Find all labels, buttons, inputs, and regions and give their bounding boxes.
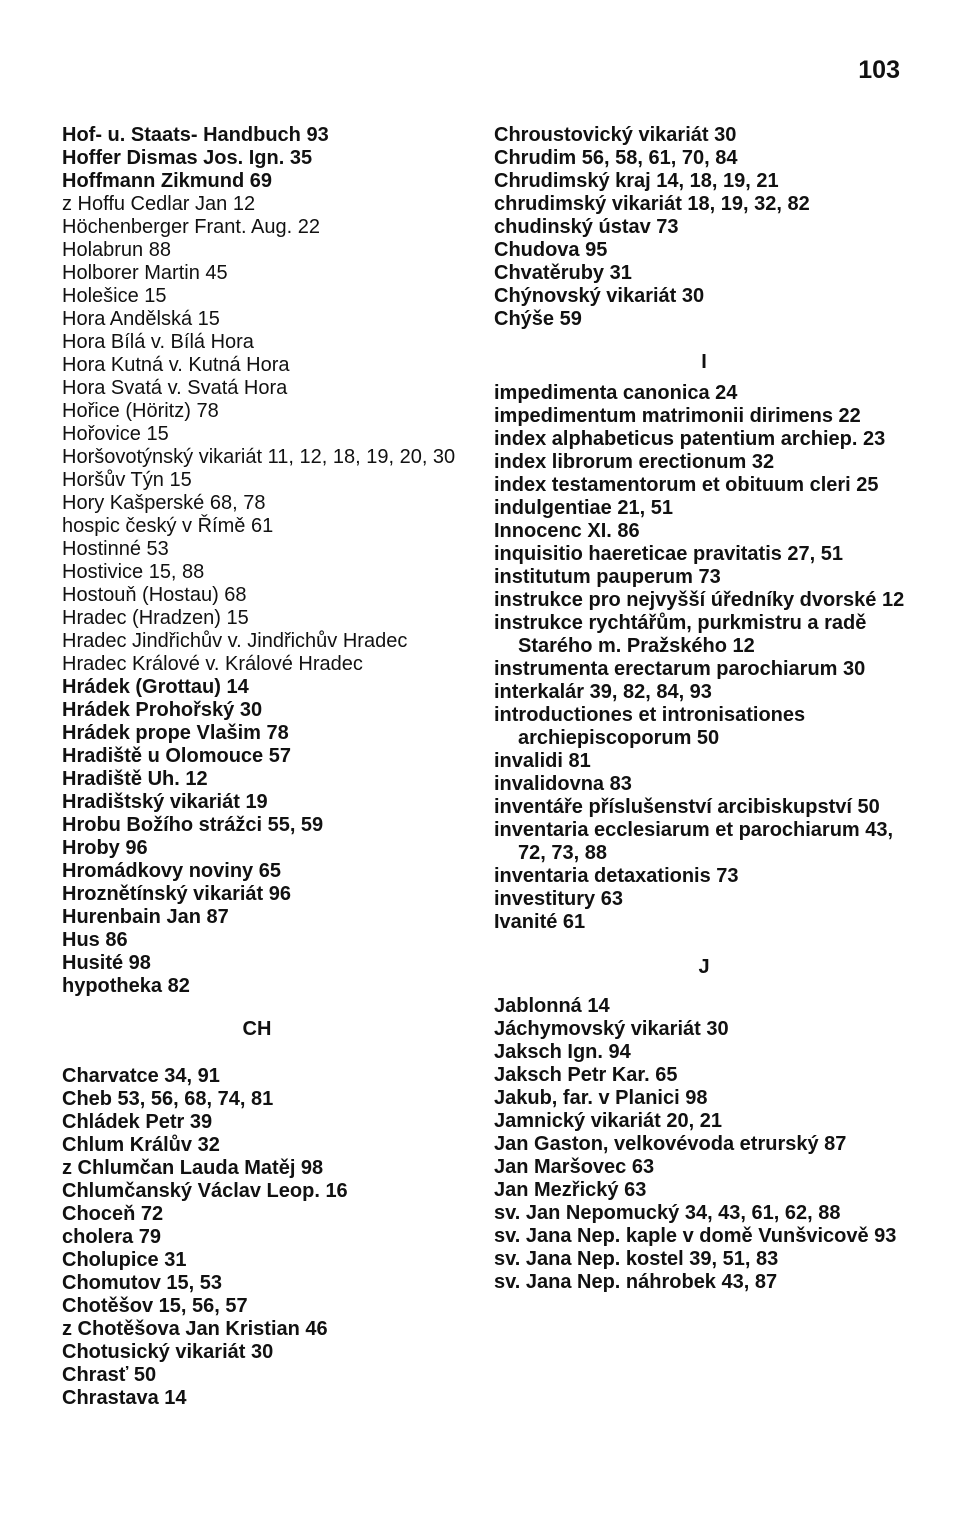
left-column — [62, 124, 482, 1410]
index-entry: invalidovna 83 — [494, 773, 632, 795]
index-entry: Chlum Králův 32 — [62, 1134, 220, 1156]
index-entry: Hromádkovy noviny 65 — [62, 860, 281, 882]
right-column — [494, 124, 914, 1294]
index-entry: investitury 63 — [494, 888, 623, 910]
index-entry: instrukce pro nejvyšší úředníky dvorské 12 — [494, 589, 905, 611]
index-entry: Chlumčanský Václav Leop. 16 — [62, 1180, 348, 1202]
entries-i — [494, 382, 914, 934]
index-entry: Hostivice 15, 88 — [62, 561, 205, 583]
index-entry: Hradiště Uh. 12 — [62, 768, 208, 790]
index-entry: cholera 79 — [62, 1226, 161, 1248]
index-entry: Husité 98 — [62, 952, 151, 974]
index-entry: Jaksch Ign. 94 — [494, 1041, 631, 1063]
index-entry: sv. Jana Nep. náhrobek 43, 87 — [494, 1271, 778, 1293]
index-entry: Ivanité 61 — [494, 911, 586, 933]
index-entry: inquisitio haereticae pravitatis 27, 51 — [494, 543, 844, 565]
index-entry: Hurenbain Jan 87 — [62, 906, 229, 928]
index-entry: Hoffer Dismas Jos. Ign. 35 — [62, 147, 313, 169]
index-entry: Hory Kašperské 68, 78 — [62, 492, 266, 514]
index-entry: Hroznětínský vikariát 96 — [62, 883, 291, 905]
index-entry: Chroustovický vikariát 30 — [494, 124, 737, 146]
index-entry: impedimenta canonica 24 — [494, 382, 738, 404]
index-entry: Chládek Petr 39 — [62, 1111, 213, 1133]
index-entry: Hořovice 15 — [62, 423, 169, 445]
index-entry: hypotheka 82 — [62, 975, 190, 997]
index-entry: chrudimský vikariát 18, 19, 32, 82 — [494, 193, 810, 215]
entries-ch — [62, 1065, 482, 1410]
index-entry: Hradec Jindřichův v. Jindřichův Hradec — [62, 630, 408, 652]
index-entry: Chomutov 15, 53 — [62, 1272, 223, 1294]
index-entry: Charvatce 34, 91 — [62, 1065, 220, 1087]
index-entry: Hora Kutná v. Kutná Hora — [62, 354, 290, 376]
index-entry: Hradec Králové v. Králové Hradec — [62, 653, 363, 675]
index-entry: Jablonná 14 — [494, 995, 610, 1017]
index-entry: Horšovotýnský vikariát 11, 12, 18, 19, 20, 30 — [62, 446, 456, 468]
index-entry: Chrudim 56, 58, 61, 70, 84 — [494, 147, 738, 169]
index-entry: Jakub, far. v Planici 98 — [494, 1087, 708, 1109]
index-entry: impedimentum matrimonii dirimens 22 — [494, 405, 861, 427]
index-entry: Jan Gaston, velkovévoda etrurský 87 — [494, 1133, 847, 1155]
index-entry: sv. Jana Nep. kostel 39, 51, 83 — [494, 1248, 779, 1270]
index-entry: Chrastava 14 — [62, 1387, 187, 1409]
index-entry: Cheb 53, 56, 68, 74, 81 — [62, 1088, 274, 1110]
index-entry: Horšův Týn 15 — [62, 469, 192, 491]
index-entry: index librorum erectionum 32 — [494, 451, 775, 473]
index-entry: inventáře příslušenství arcibiskupství 50 — [494, 796, 880, 818]
index-entry: Jaksch Petr Kar. 65 — [494, 1064, 678, 1086]
index-entry: Chvatěruby 31 — [494, 262, 632, 284]
index-entry: Holborer Martin 45 — [62, 262, 228, 284]
index-entry: z Hoffu Cedlar Jan 12 — [62, 193, 256, 215]
index-entry: Chotusický vikariát 30 — [62, 1341, 274, 1363]
index-entry: instrukce rychtářům, purkmistru a radě Starého m. Pražského 12 — [494, 612, 867, 657]
entries-ch-continued — [494, 124, 914, 331]
index-entry: Chýše 59 — [494, 308, 582, 330]
index-entry: inventaria ecclesiarum et parochiarum 43, 72, 73, 88 — [494, 819, 894, 864]
index-entry: Hostouň (Hostau) 68 — [62, 584, 247, 606]
index-entry: Jan Maršovec 63 — [494, 1156, 655, 1178]
index-entry: Hrobu Božího strážci 55, 59 — [62, 814, 324, 836]
index-entry: Hora Andělská 15 — [62, 308, 220, 330]
index-entry: Hradiště u Olomouce 57 — [62, 745, 291, 767]
index-entry: index alphabeticus patentium archiep. 23 — [494, 428, 886, 450]
index-entry: Hrádek (Grottau) 14 — [62, 676, 249, 698]
section-heading-i: I — [701, 351, 707, 373]
index-entry: Cholupice 31 — [62, 1249, 187, 1271]
index-entry: sv. Jana Nep. kaple v domě Vunšvicově 93 — [494, 1225, 897, 1247]
index-entry: Chotěšov 15, 56, 57 — [62, 1295, 248, 1317]
index-entry: Hrádek prope Vlašim 78 — [62, 722, 289, 744]
index-entry: Hus 86 — [62, 929, 128, 951]
index-entry: Hostinné 53 — [62, 538, 169, 560]
index-entry: chudinský ústav 73 — [494, 216, 679, 238]
index-entry: Chýnovský vikariát 30 — [494, 285, 705, 307]
entries-h — [62, 124, 482, 998]
index-entry: Chrudimský kraj 14, 18, 19, 21 — [494, 170, 779, 192]
section-heading-ch: CH — [242, 1018, 272, 1040]
entries-j — [494, 995, 914, 1294]
index-entry: Holabrun 88 — [62, 239, 171, 261]
index-entry: Chudova 95 — [494, 239, 608, 261]
index-entry: Höchenberger Frant. Aug. 22 — [62, 216, 320, 238]
index-entry: sv. Jan Nepomucký 34, 43, 61, 62, 88 — [494, 1202, 841, 1224]
index-entry: Hora Svatá v. Svatá Hora — [62, 377, 288, 399]
index-entry: Hroby 96 — [62, 837, 148, 859]
index-entry: Chrasť 50 — [62, 1364, 157, 1386]
index-entry: Hoffmann Zikmund 69 — [62, 170, 273, 192]
index-entry: Innocenc XI. 86 — [494, 520, 640, 542]
index-entry: Choceň 72 — [62, 1203, 164, 1225]
index-entry: hospic český v Římě 61 — [62, 515, 274, 537]
index-entry: Jáchymovský vikariát 30 — [494, 1018, 729, 1040]
index-entry: z Chotěšova Jan Kristian 46 — [62, 1318, 328, 1340]
index-entry: inventaria detaxationis 73 — [494, 865, 739, 887]
index-entry: instrumenta erectarum parochiarum 30 — [494, 658, 866, 680]
index-entry: interkalár 39, 82, 84, 93 — [494, 681, 712, 703]
index-entry: Jan Mezřický 63 — [494, 1179, 647, 1201]
index-entry: z Chlumčan Lauda Matěj 98 — [62, 1157, 324, 1179]
index-entry: Hradec (Hradzen) 15 — [62, 607, 249, 629]
section-heading-j: J — [698, 956, 710, 978]
index-entry: Hora Bílá v. Bílá Hora — [62, 331, 254, 353]
index-entry: Hrádek Prohořský 30 — [62, 699, 263, 721]
index-entry: Hof- u. Staats- Handbuch 93 — [62, 124, 329, 146]
index-entry: Jamnický vikariát 20, 21 — [494, 1110, 722, 1132]
index-entry: index testamentorum et obituum cleri 25 — [494, 474, 879, 496]
index-entry: indulgentiae 21, 51 — [494, 497, 673, 519]
index-entry: introductiones et intronisationes archiepiscoporum 50 — [494, 704, 806, 749]
index-entry: Hořice (Höritz) 78 — [62, 400, 219, 422]
index-entry: Hradištský vikariát 19 — [62, 791, 268, 813]
index-entry: invalidi 81 — [494, 750, 591, 772]
index-entry: institutum pauperum 73 — [494, 566, 721, 588]
index-entry: Holešice 15 — [62, 285, 167, 307]
page-number: 103 — [858, 56, 900, 84]
